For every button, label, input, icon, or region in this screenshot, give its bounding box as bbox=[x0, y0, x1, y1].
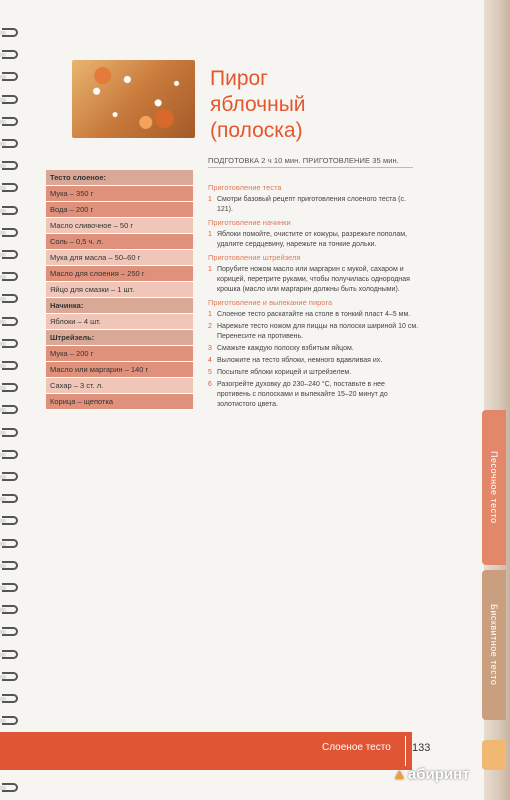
step-text: Разогрейте духовку до 230–240 °С, поставьте в нее противень с полосками и выпекайте 15–20 минут до золотистого цвета. bbox=[217, 381, 388, 408]
ingredients-table bbox=[46, 170, 193, 410]
instruction-step bbox=[208, 265, 420, 295]
step-text: Смотри базовый рецепт приготовления слоеного теста (с. 121). bbox=[217, 196, 406, 213]
spiral-ring bbox=[2, 561, 18, 570]
spiral-ring bbox=[2, 539, 18, 548]
step-number: 1 bbox=[208, 311, 212, 318]
instruction-step bbox=[208, 310, 420, 320]
title-line: яблочный bbox=[210, 93, 306, 116]
spiral-ring bbox=[2, 228, 18, 237]
spiral-ring bbox=[2, 694, 18, 703]
spiral-ring bbox=[2, 627, 18, 636]
side-tab-label: Бисквитное тесто bbox=[489, 604, 499, 686]
spiral-ring bbox=[2, 405, 18, 414]
spiral-ring bbox=[2, 294, 18, 303]
ingredient-row: Яблоки – 4 шт. bbox=[46, 314, 193, 330]
spiral-ring bbox=[2, 28, 18, 37]
spiral-ring bbox=[2, 650, 18, 659]
instructions bbox=[208, 180, 420, 412]
spiral-ring bbox=[2, 272, 18, 281]
step-number: 5 bbox=[208, 369, 212, 376]
step-number: 1 bbox=[208, 266, 212, 273]
spiral-ring bbox=[2, 450, 18, 459]
spiral-ring bbox=[2, 672, 18, 681]
spiral-ring bbox=[2, 50, 18, 59]
section-heading: Приготовление теста bbox=[208, 183, 282, 192]
instruction-step bbox=[208, 368, 420, 378]
spiral-ring bbox=[2, 206, 18, 215]
step-text: Порубите ножом масло или маргарин с мукой, сахаром и корицей, перетрите руками, чтобы получилась однородная крошка (масло или маргарин должны быть холодными). bbox=[217, 266, 410, 293]
spiral-ring bbox=[2, 117, 18, 126]
title-line: Пирог bbox=[210, 67, 268, 90]
spiral-ring bbox=[2, 516, 18, 525]
instruction-step bbox=[208, 230, 420, 250]
watermark bbox=[392, 766, 469, 783]
section-heading: Приготовление начинки bbox=[208, 218, 291, 227]
step-text: Яблоки помойте, очистите от кожуры, разрежьте пополам, удалите сердцевину, нарежьте на тонкие дольки. bbox=[217, 231, 407, 248]
spiral-ring bbox=[2, 472, 18, 481]
side-tab-shortcrust[interactable] bbox=[482, 410, 506, 565]
ingredient-row: Мука – 350 г bbox=[46, 186, 193, 202]
step-number: 3 bbox=[208, 345, 212, 352]
ingredient-group-heading: Тесто слоеное: bbox=[46, 170, 193, 186]
footer-divider bbox=[405, 736, 406, 766]
instruction-step bbox=[208, 344, 420, 354]
instruction-step bbox=[208, 195, 420, 215]
labirint-logo-icon: ▲ bbox=[392, 766, 407, 783]
step-text: Выложите на тесто яблоки, немного вдавливая их. bbox=[217, 357, 383, 364]
spiral-ring bbox=[2, 361, 18, 370]
spiral-ring bbox=[2, 605, 18, 614]
section-heading: Приготовление и выпекание пирога bbox=[208, 298, 333, 307]
spiral-ring bbox=[2, 72, 18, 81]
section-label: Слоеное тесто bbox=[322, 742, 391, 753]
spiral-ring bbox=[2, 428, 18, 437]
pie-photo bbox=[72, 60, 195, 138]
ingredient-row: Масло для слоения – 250 г bbox=[46, 266, 193, 282]
spiral-ring bbox=[2, 494, 18, 503]
title-line: (полоска) bbox=[210, 119, 303, 142]
step-number: 6 bbox=[208, 381, 212, 388]
instruction-step bbox=[208, 322, 420, 342]
prep-time: ПОДГОТОВКА 2 ч 10 мин. ПРИГОТОВЛЕНИЕ 35 мин. bbox=[208, 156, 413, 168]
spiral-ring bbox=[2, 161, 18, 170]
spiral-ring bbox=[2, 183, 18, 192]
step-number: 1 bbox=[208, 231, 212, 238]
instruction-step bbox=[208, 380, 420, 410]
spiral-ring bbox=[2, 339, 18, 348]
side-tab-sponge[interactable] bbox=[482, 570, 506, 720]
spiral-ring bbox=[2, 783, 18, 792]
watermark-text: абиринт bbox=[407, 766, 470, 783]
spiral-ring bbox=[2, 583, 18, 592]
ingredient-group-heading: Штрейзель: bbox=[46, 330, 193, 346]
recipe-title bbox=[210, 66, 306, 144]
spiral-binding bbox=[0, 0, 22, 800]
page-number: 133 bbox=[412, 742, 431, 754]
step-number: 1 bbox=[208, 196, 212, 203]
step-text: Смажьте каждую полоску взбитым яйцом. bbox=[217, 345, 354, 352]
spiral-ring bbox=[2, 250, 18, 259]
ingredient-group-heading: Начинка: bbox=[46, 298, 193, 314]
ingredient-row: Корица – щепотка bbox=[46, 394, 193, 410]
ingredient-row: Вода – 200 г bbox=[46, 202, 193, 218]
ingredient-row: Соль – 0,5 ч. л. bbox=[46, 234, 193, 250]
spiral-ring bbox=[2, 95, 18, 104]
spiral-ring bbox=[2, 383, 18, 392]
step-number: 4 bbox=[208, 357, 212, 364]
step-text: Слоеное тесто раскатайте на столе в тонкий пласт 4–5 мм. bbox=[217, 311, 411, 318]
section-heading: Приготовление штрейзеля bbox=[208, 253, 301, 262]
instruction-step bbox=[208, 356, 420, 366]
ingredient-row: Масло или маргарин – 140 г bbox=[46, 362, 193, 378]
ingredient-row: Масло сливочное – 50 г bbox=[46, 218, 193, 234]
step-text: Посыпьте яблоки корицей и штрейзелем. bbox=[217, 369, 352, 376]
spiral-ring bbox=[2, 716, 18, 725]
ingredient-row: Мука – 200 г bbox=[46, 346, 193, 362]
step-text: Нарежьте тесто ножом для пиццы на полоски шириной 10 см. Перенесите на противень. bbox=[217, 323, 419, 340]
spiral-ring bbox=[2, 317, 18, 326]
step-number: 2 bbox=[208, 323, 212, 330]
side-tab-label: Песочное тесто bbox=[489, 451, 499, 524]
ingredient-row: Мука для масла – 50–60 г bbox=[46, 250, 193, 266]
side-tab-next[interactable] bbox=[482, 740, 506, 770]
ingredient-row: Сахар – 3 ст. л. bbox=[46, 378, 193, 394]
ingredient-row: Яйцо для смазки – 1 шт. bbox=[46, 282, 193, 298]
spiral-ring bbox=[2, 139, 18, 148]
